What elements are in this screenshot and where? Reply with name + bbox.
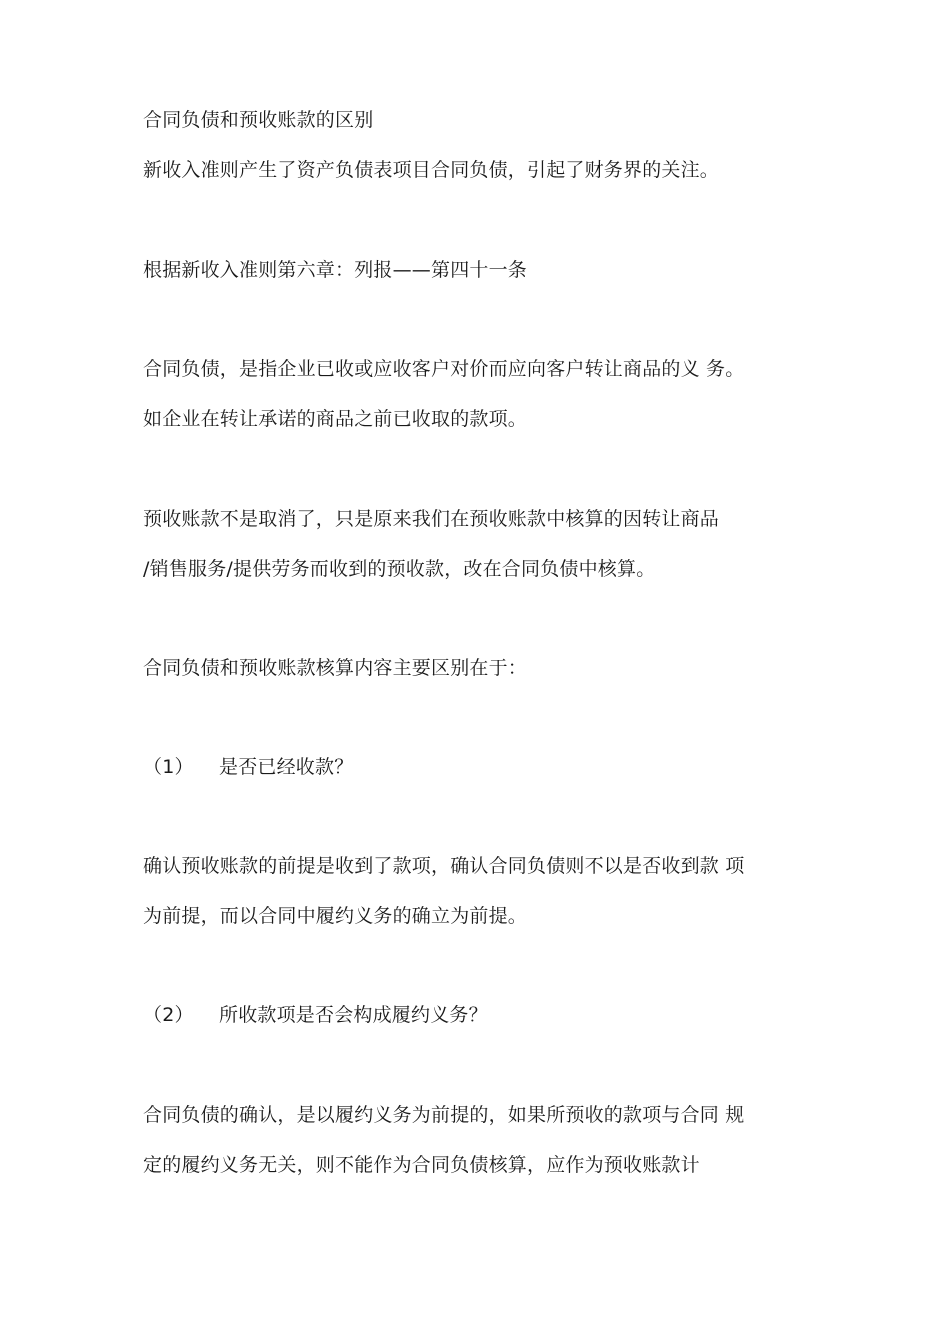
- advance-line-2: /销售服务/提供劳务而收到的预收款，改在合同负债中核算。: [143, 558, 656, 580]
- point-2-line-2: 定的履约义务无关，则不能作为合同负债核算，应作为预收账款计: [143, 1154, 700, 1176]
- document-title: 合同负债和预收账款的区别: [143, 109, 374, 131]
- point-2-line-1: 合同负债的确认，是以履约义务为前提的，如果所预收的款项与合同 规: [143, 1104, 745, 1126]
- point-1-title: 是否已经收款？: [219, 756, 354, 778]
- point-1-number: （1）: [143, 756, 194, 778]
- definition-line-2: 如企业在转让承诺的商品之前已收取的款项。: [143, 408, 528, 430]
- point-2-number: （2）: [143, 1004, 194, 1026]
- intro-paragraph: 新收入准则产生了资产负债表项目合同负债，引起了财务界的关注。: [143, 159, 720, 181]
- point-1-line-2: 为前提，而以合同中履约义务的确立为前提。: [143, 905, 528, 927]
- point-2-heading: [143, 1003, 488, 1027]
- definition-line-1: 合同负债，是指企业已收或应收客户对价而应向客户转让商品的义 务。: [143, 358, 745, 380]
- point-1-line-1: 确认预收账款的前提是收到了款项，确认合同负债则不以是否收到款 项: [143, 855, 745, 877]
- point-2-title: 所收款项是否会构成履约义务？: [219, 1004, 488, 1026]
- advance-line-1: 预收账款不是取消了，只是原来我们在预收账款中核算的因转让商品: [143, 508, 720, 530]
- point-1-heading: [143, 755, 353, 779]
- difference-heading: 合同负债和预收账款核算内容主要区别在于：: [143, 657, 528, 679]
- basis-paragraph: 根据新收入准则第六章：列报——第四十一条: [143, 259, 528, 281]
